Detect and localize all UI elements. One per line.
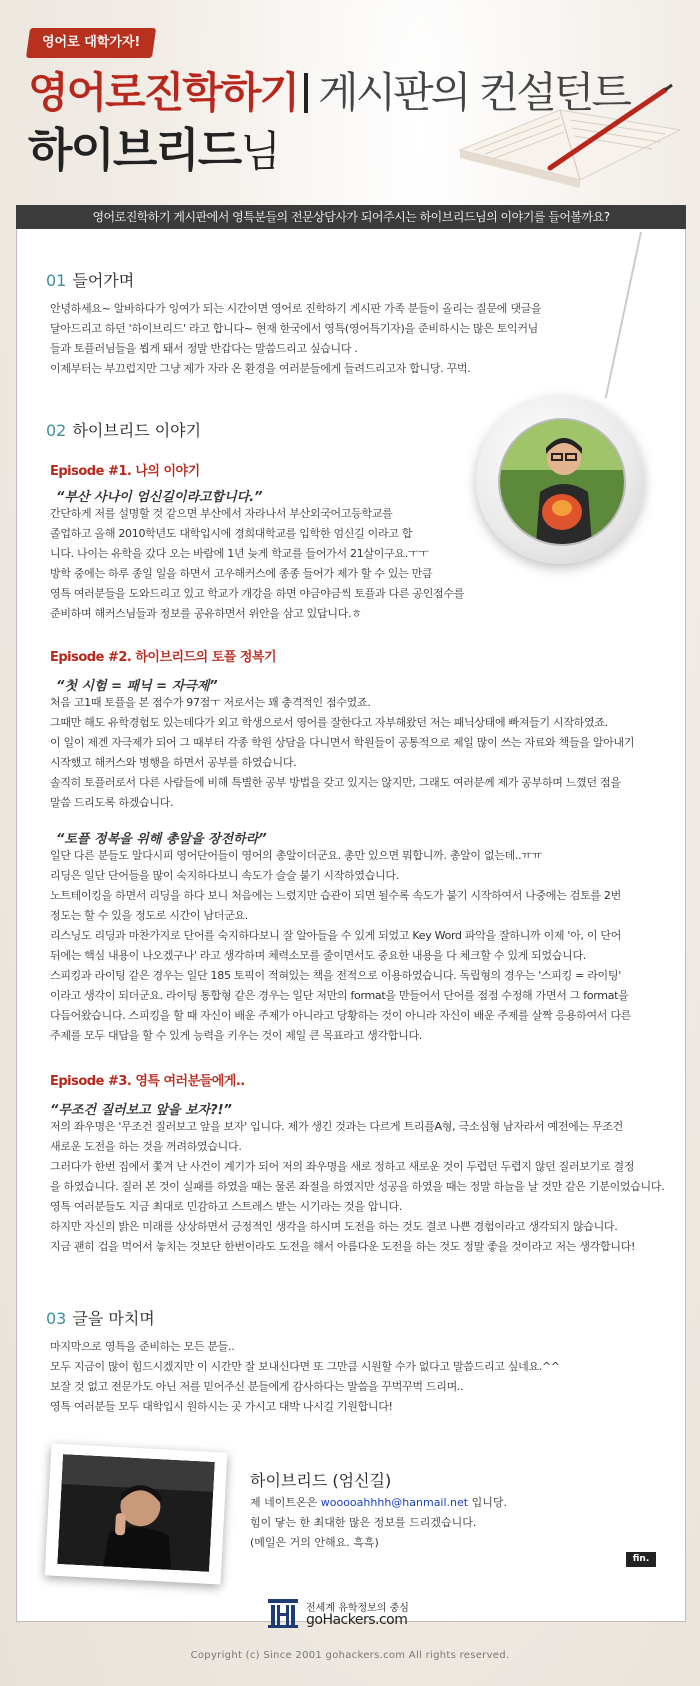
header-badge: 영어로 대학가자! xyxy=(26,28,156,58)
episode-3-text: 저의 좌우명은 '무조건 질러보고 앞을 보자' 입니다. 제가 생긴 것과는 다르게 트리플A형, 극소심형 남자라서 예전에는 무조건 새로운 도전을 하는 것을 꺼려하였습니다. 그러다가 한번 집에서 쫓겨 난 사건이 계기가 되어 저의 좌우명을 새로 정하고 새로운 것이 두렵던 두렵지 않던 질러보기로 결정 을 하였습니다. 질러 본 것이 실패를 하였을 때는 물론 좌절을 하였지만 성공을 하였을 때는 정말 하늘을 날 것만 같은 기분이었습니다. 영특 여러분들도 지금 최대로 민감하고 스트레스 받는 시기라는 것을 압니다. 하지만 자신의 밝은 미래를 상상하면서 긍정적인 생각을 하시며 도전을 하는 것도 결코 나쁜 경험이라고 생각되지 않습니다. 지금 괜히 겁을 먹어서 놓치는 것보단 한번이라도 도전을 해서 아름다운 도전을 하는 것도 정말 좋을 것이라고 저는 생각합니다! xyxy=(50,1120,665,1253)
author-contact: 제 네이트온은 wooooahhhh@hanmail.net 입니당. xyxy=(250,1496,507,1509)
logo-tagline: 전세계 유학정보의 중심 xyxy=(306,1603,409,1614)
consultant-name: 하이브리드님 xyxy=(28,123,279,177)
episode-2-text-1: 처음 고1때 토플을 본 점수가 97점ㅜ 저로서는 꽤 충격적인 점수였죠. 그때만 해도 유학경험도 있는데다가 외고 학생으로서 영어를 잘한다고 자부해왔던 저는 패닉상태에 빠져들기 시작하였죠. 이 일이 제겐 자극제가 되어 그 때부터 각종 학원 상담을 다니면서 학원들이 공통적으로 제일 많이 쓰는 자료와 책들을 알아내기 시작했고 해커스와 병행을 하면서 공부를 하였습니다. 솔직히 토플러로서 다른 사람들에 비해 특별한 공부 방법을 갖고 있지는 않지만, 그래도 여러분께 제가 공부하며 느꼈던 점을 말씀 드리도록 하겠습니다. xyxy=(50,696,635,809)
author-polaroid xyxy=(45,1443,228,1584)
profile-photo xyxy=(498,418,626,546)
intro-band: 영어로진학하기 게시판에서 영특분들의 전문상담사가 되어주시는 하이브리드님의 이야기를 들어볼까요? xyxy=(16,205,686,229)
author-name: 하이브리드 (엄신길) xyxy=(250,1471,392,1490)
author-photo xyxy=(57,1454,215,1572)
copyright: Copyright (c) Since 2001 gohackers.com All rights reserved. xyxy=(190,1650,510,1661)
profile-circle xyxy=(476,396,644,564)
episode-1-text: 간단하게 저를 설명할 것 같으면 부산에서 자라나서 부산외국어고등학교를 졸업하고 올해 2010학년도 대학입시에 경희대학교를 입학한 엄신길 이라고 합 니다. 나이는 유학을 갔다 오는 바람에 1년 늦게 학교를 들어가서 21살이구요.ㅜㅜ 방학 중에는 하루 종일 일을 하면서 고우해커스에 종종 들어가 제가 할 수 있는 만큼 영특 여러분들을 도와드리고 있고 학교가 개강을 하면 야금야금씩 토플과 다른 공인점수를 준비하며 해커스님들과 정보를 공유하면서 위안을 삼고 있답니다.ㅎ xyxy=(50,507,465,620)
section-03-text: 마지막으로 영특을 준비하는 모든 분들.. 모두 지금이 많이 힘드시겠지만 이 시간만 잘 보내신다면 또 그만큼 시원할 수가 없다고 말씀드리고 싶네요.^^ 보잘 것 없고 전문가도 아닌 저를 믿어주신 분들에게 감사하다는 말씀을 꾸벅꾸벅 드리며.. 영특 여러분들 모두 대학입시 원하시는 곳 가시고 대박 나시길 기원합니다! xyxy=(50,1340,560,1413)
episode-1-quote: “부산 사나이 엄신길이라고합니다.” xyxy=(56,490,263,505)
section-title-03: 03 글을 마치며 xyxy=(46,1309,155,1328)
title-red: 영어로진학하기 xyxy=(28,68,299,117)
fin-badge: fin. xyxy=(626,1552,656,1567)
author-note-1: 힘이 닿는 한 최대한 많은 정보를 드리겠습니다. xyxy=(250,1516,477,1529)
episode-2-text-2: 일단 다른 분들도 알다시피 영어단어들이 영어의 총알이더군요. 총만 있으면 뭐합니까. 총알이 없는데..ㅠㅠ 리딩은 일단 단어들을 많이 숙지하다보니 속도가 슬슬 붙기 시작하였습니다. 노트테이킹을 하면서 리딩을 하다 보니 처음에는 느렸지만 습관이 되면 될수록 속도가 붙기 시작하여서 나중에는 검토를 2번 정도는 할 수 있을 정도로 시간이 남더군요. 리스닝도 리딩과 마찬가지로 단어를 숙지하다보니 잘 알아들을 수 있게 되었고 Key Word 파악을 잘하니까 이제 '아, 이 단어 뒤에는 핵심 내용이 나오겠구나' 라고 생각하며 체력소모를 줄이면서도 중요한 내용을 다 체크할 수 있게 되었습니다. 스피킹과 라이팅 같은 경우는 일단 185 토픽이 적혀있는 책을 전적으로 이용하였습니다. 독립형의 경우는 '스피킹 = 라이팅' 이라고 생각이 되더군요. 라이팅 통합형 같은 경우는 일단 저만의 format을 만들어서 단어를 점점 수정해 가면서 그 format을 다듬어왔습니다. 스피킹을 할 때 자신이 배운 주제가 아니라고 당황하는 것이 아니라 자신이 배운 주제를 살짝 응용하여서 다른 주제를 모두 대답을 할 수 있게 능력을 키우는 것이 제일 큰 목표라고 생각합니다. xyxy=(50,849,631,1042)
section-01-text: 안녕하세요~ 알바하다가 잉여가 되는 시간이면 영어로 진학하기 게시판 가족 분들이 올리는 질문에 댓글을 달아드리고 하던 '하이브리드' 라고 합니다~ 현재 한국에서 영특(영어특기자)을 준비하시는 많은 토익커님 들과 토플러님들을 뵙게 돼서 정말 반갑다는 말씀드리고 싶습니다 . 이제부터는 부끄럽지만 그냥 제가 자라 온 환경을 여러분들에게 들려드리고자 합니당. 꾸벅. xyxy=(50,302,542,375)
episode-2-quote-2: “토플 정복을 위해 총알을 장전하라” xyxy=(56,832,267,847)
page-title xyxy=(28,60,629,120)
logo-text[interactable]: goHackers.com xyxy=(306,1612,408,1628)
episode-3-title: Episode #3. 영특 여러분들에게.. xyxy=(50,1074,245,1089)
episode-2-quote-1: “첫 시험 = 패닉 = 자극제” xyxy=(56,679,218,694)
section-title-01: 01 들어가며 xyxy=(46,271,135,290)
episode-3-quote: “무조건 질러보고 앞을 보자?!” xyxy=(50,1103,232,1118)
episode-1-title: Episode #1. 나의 이야기 xyxy=(50,464,200,479)
episode-2-title: Episode #2. 하이브리드의 토플 정복기 xyxy=(50,650,277,665)
section-title-02: 02 하이브리드 이야기 xyxy=(46,421,202,440)
gohackers-logo-icon xyxy=(266,1596,300,1630)
title-gray: 게시판의 컨설턴트 xyxy=(318,68,629,117)
author-note-2: (메일은 거의 안해요. 흑흑) xyxy=(250,1536,379,1549)
title-divider xyxy=(304,73,308,113)
author-email-link[interactable]: wooooahhhh@hanmail.net xyxy=(320,1496,469,1509)
